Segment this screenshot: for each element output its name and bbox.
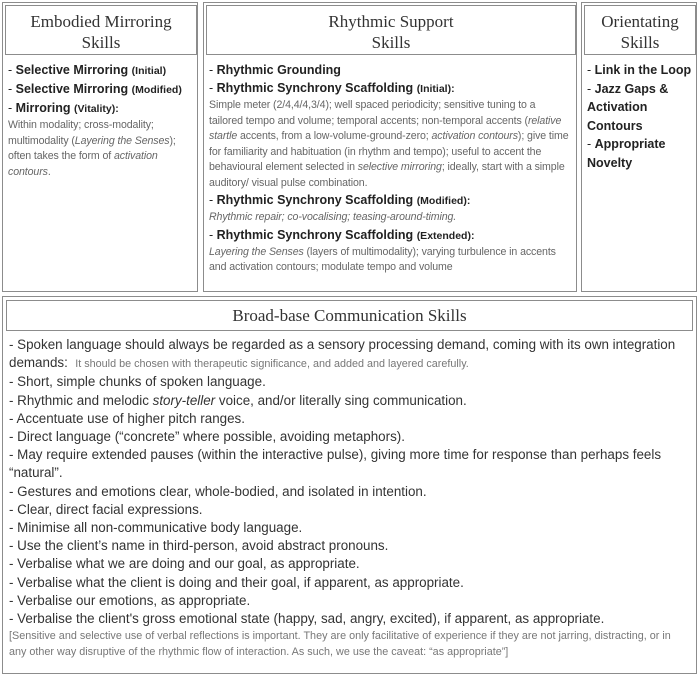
list-item: - Minimise all non-communicative body language. xyxy=(9,520,303,536)
desc-text: (layers of multimodality); varying turbulence in accents and activation contours; modulate tempo and volume xyxy=(209,245,556,273)
item-text: - Rhythmic and melodic xyxy=(9,392,153,408)
item-subtext: It should be chosen with therapeutic significance, and added and layered carefully. xyxy=(75,358,469,371)
list-item: - Rhythmic Grounding xyxy=(209,63,341,77)
orientating-list xyxy=(587,61,692,172)
desc-text: ); often takes the form of xyxy=(8,134,176,162)
item-emphasis: story-teller xyxy=(152,392,216,408)
list-item: - Verbalise the client's gross emotional state (happy, sad, angry, excited), if apparent, as appropriate. xyxy=(9,611,605,627)
title-line: Skills xyxy=(371,33,411,52)
skill-name: Mirroring xyxy=(15,101,71,115)
desc-emphasis: activation contours xyxy=(8,150,158,178)
desc-text: Simple meter (2/4,4/4,3/4); well spaced periodicity; sensitive tuning to a tailored tempo and volume; temporal accents; non-temporal accents ( xyxy=(209,99,536,127)
title-line: Orientating xyxy=(601,12,679,31)
skill-name: Rhythmic Synchrony Scaffolding xyxy=(216,227,414,242)
list-item: - Gestures and emotions clear, whole-bodied, and isolated in intention. xyxy=(9,483,427,499)
skill-modifier: (Modified) xyxy=(131,84,182,96)
list-item xyxy=(9,336,690,373)
desc-emphasis: Rhythmic repair; co-vocalising; teasing-around-timing. xyxy=(209,211,457,223)
list-item: - May require extended pauses (within the interactive pulse), giving more time for response than perhaps feels “natural”. xyxy=(9,447,662,481)
item-text: - Spoken language should always be regarded as a sensory processing demand, coming with its own integration demands: xyxy=(9,337,676,371)
embodied-mirroring-title xyxy=(5,5,197,55)
skill-name: Jazz Gaps & Activation Contours xyxy=(587,81,669,133)
list-item: - Short, simple chunks of spoken language. xyxy=(9,374,266,390)
skill-modifier: (Initial): xyxy=(416,83,455,95)
desc-emphasis: Layering the Senses xyxy=(209,245,304,258)
list-item: - Jazz Gaps & Activation Contours xyxy=(587,81,669,133)
list-item: - Use the client’s name in third-person, avoid abstract pronouns. xyxy=(9,538,389,554)
skill-description xyxy=(8,118,193,180)
list-item: - Selective Mirroring (Initial) xyxy=(8,63,167,77)
broad-base-title: Broad-base Communication Skills xyxy=(6,300,693,331)
title-line: Rhythmic Support xyxy=(328,12,454,31)
list-item: - Verbalise what we are doing and our goal, as appropriate. xyxy=(9,556,360,572)
list-item: - Verbalise our emotions, as appropriate. xyxy=(9,592,251,608)
item-text: voice, and/or literally sing communication. xyxy=(215,392,467,408)
orientating-panel xyxy=(581,2,697,292)
rhythmic-support-title xyxy=(206,5,576,55)
skill-description xyxy=(209,210,572,226)
list-item xyxy=(9,392,690,410)
skill-name: Rhythmic Synchrony Scaffolding xyxy=(216,81,414,95)
broad-base-list xyxy=(9,336,690,660)
skill-description xyxy=(209,245,572,276)
embodied-mirroring-panel xyxy=(2,2,198,292)
skill-name: Appropriate Novelty xyxy=(587,137,666,170)
list-item: - Rhythmic Synchrony Scaffolding (Extended): xyxy=(209,227,475,242)
list-item: - Mirroring (Vitality): xyxy=(8,101,119,115)
skill-name: Selective Mirroring xyxy=(15,63,129,77)
list-item: - Verbalise what the client is doing and their goal, if apparent, as appropriate. xyxy=(9,574,464,590)
desc-text: Within modality; cross-modality; multimodality ( xyxy=(8,119,154,147)
orientating-title xyxy=(584,5,696,55)
desc-text: ; ideally, start with a simple auditory/ visual pulse combination. xyxy=(209,161,565,189)
desc-text: ); give time for familiarity and habituation (in rhythm and tempo); useful to accent the behavioural element selected in xyxy=(209,130,569,173)
list-item: - Appropriate Novelty xyxy=(587,137,666,170)
desc-emphasis: selective mirroring xyxy=(357,161,442,173)
desc-emphasis: relative startle xyxy=(209,114,562,142)
desc-text: accents, from a low-volume-ground-zero; xyxy=(237,130,432,142)
list-item: - Clear, direct facial expressions. xyxy=(9,501,203,517)
desc-emphasis: Layering the Senses xyxy=(74,134,170,147)
desc-emphasis: activation contours xyxy=(431,130,518,142)
broad-base-panel xyxy=(2,296,697,674)
skill-name: Rhythmic Grounding xyxy=(216,63,341,77)
title-line: Skills xyxy=(81,33,121,52)
embodied-mirroring-list xyxy=(8,61,193,180)
skill-name: Rhythmic Synchrony Scaffolding xyxy=(216,193,414,207)
title-line: Embodied Mirroring xyxy=(30,12,172,31)
list-item: - Direct language (“concrete” where possible, avoiding metaphors). xyxy=(9,429,405,445)
skill-name: Selective Mirroring xyxy=(15,82,129,96)
title-line: Skills xyxy=(620,33,660,52)
list-item: - Accentuate use of higher pitch ranges. xyxy=(9,410,245,426)
skill-modifier: (Initial) xyxy=(131,65,167,77)
list-item: - Rhythmic Synchrony Scaffolding (Initial): xyxy=(209,81,455,95)
skill-modifier: (Modified): xyxy=(416,195,471,207)
list-item: - Selective Mirroring (Modified) xyxy=(8,82,182,96)
skill-name: Link in the Loop xyxy=(594,63,692,77)
rhythmic-support-list xyxy=(209,61,572,276)
desc-text: . xyxy=(47,165,51,178)
skill-modifier: (Vitality): xyxy=(73,103,119,115)
footnote: [Sensitive and selective use of verbal reflections is important. They are only facilitative of experience if they are not jarring, distracting, or in any other way disruptive of the rhythmic flow of interaction. As such, we use the caveat: “as appropriate”] xyxy=(9,630,671,658)
rhythmic-support-panel xyxy=(203,2,577,292)
skill-modifier: (Extended): xyxy=(416,229,475,242)
skill-description xyxy=(209,98,572,191)
list-item: - Rhythmic Synchrony Scaffolding (Modified): xyxy=(209,193,471,207)
list-item: - Link in the Loop xyxy=(587,63,692,77)
